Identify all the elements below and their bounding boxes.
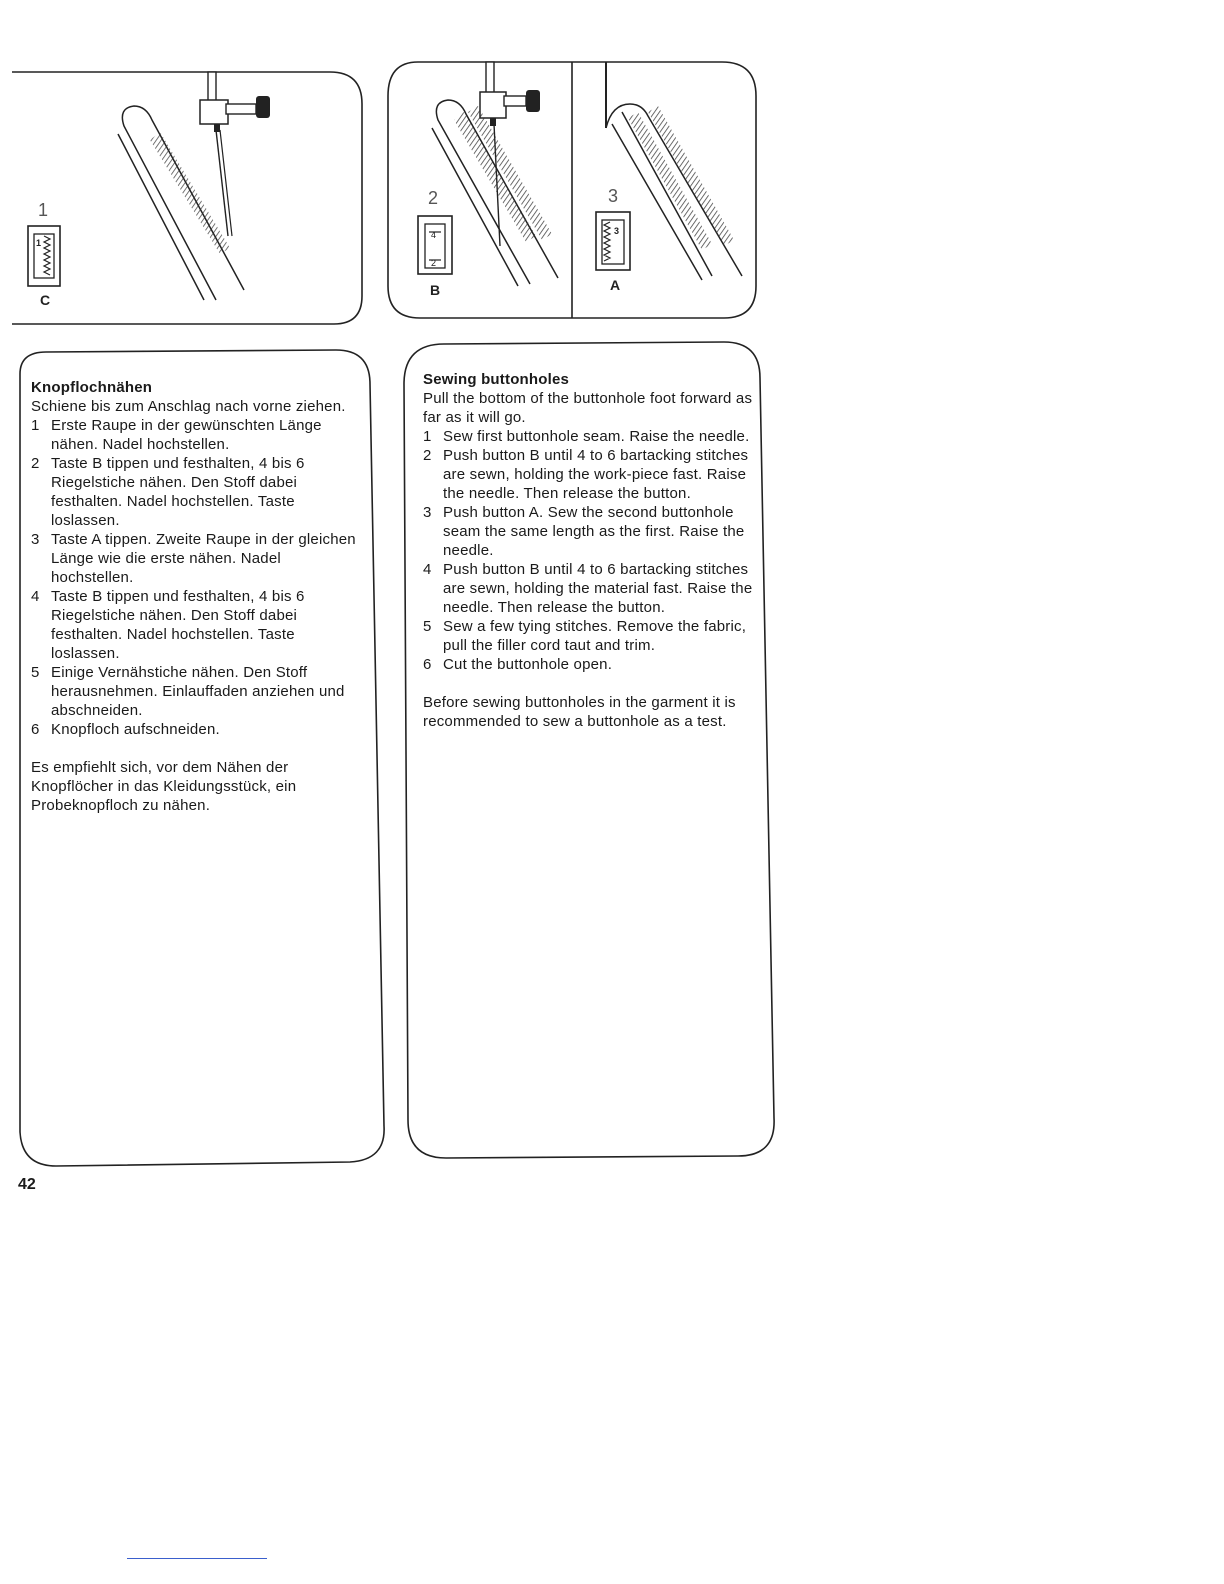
presser-foot-drawing-1 bbox=[200, 72, 270, 236]
button-label-b: B bbox=[430, 282, 441, 298]
step-number-1: 1 bbox=[38, 200, 49, 220]
german-step-4: 4 Taste B tippen und festhalten, 4 bis 6 Riegelstiche nähen. Den Stoff dabei festhalten. Nadel hochstellen. Taste loslassen. bbox=[31, 588, 305, 662]
german-intro: Schiene bis zum Anschlag nach vorne ziehen. bbox=[31, 398, 346, 415]
button-label-a: A bbox=[610, 277, 621, 293]
german-step-5: 5 Einige Vernähstiche nähen. Den Stoff herausnehmen. Einlauffaden anziehen und abschneiden. bbox=[31, 664, 345, 719]
english-note: Before sewing buttonholes in the garment it is recommended to sew a buttonhole as a test. bbox=[423, 694, 736, 730]
buttonhole-seam-2b bbox=[468, 106, 552, 240]
german-steps bbox=[31, 416, 363, 739]
german-step-1: 1 Erste Raupe in der gewünschten Länge nähen. Nadel hochstellen. bbox=[31, 417, 322, 453]
stitch-selector-icon-2 bbox=[418, 188, 452, 298]
step-number-2: 2 bbox=[428, 188, 439, 208]
english-intro: Pull the bottom of the buttonhole foot forward as far as it will go. bbox=[423, 390, 753, 426]
icon-glyph-2-bottom: 2 bbox=[431, 258, 437, 268]
english-steps bbox=[423, 427, 755, 674]
icon-glyph-1: 1 bbox=[36, 238, 42, 248]
german-step-2: 2 Taste B tippen und festhalten, 4 bis 6 Riegelstiche nähen. Den Stoff dabei festhalten. Nadel hochstellen. Taste loslassen. bbox=[31, 455, 305, 529]
german-note: Es empfiehlt sich, vor dem Nähen der Knopflöcher in das Kleidungsstück, ein Probeknopfloch zu nähen. bbox=[31, 759, 297, 814]
buttonhole-cord-1 bbox=[118, 106, 244, 300]
german-title: Knopflochnähen bbox=[31, 379, 153, 396]
english-step-6: 6 Cut the buttonhole open. bbox=[423, 656, 613, 673]
icon-glyph-3: 3 bbox=[614, 226, 620, 236]
english-step-2: 2 Push button B until 4 to 6 bartacking stitches are sewn, holding the work-piece fast. Raise the needle. Then release the button. bbox=[423, 447, 749, 502]
step-number-3: 3 bbox=[608, 186, 619, 206]
page-number: 42 bbox=[18, 1176, 36, 1193]
english-instructions bbox=[423, 370, 755, 731]
german-step-6: 6 Knopfloch aufschneiden. bbox=[31, 721, 220, 738]
english-step-4: 4 Push button B until 4 to 6 bartacking stitches are sewn, holding the material fast. Raise the needle. Then release the button. bbox=[423, 561, 753, 616]
german-step-3: 3 Taste A tippen. Zweite Raupe in der gleichen Länge wie die erste nähen. Nadel hochstellen. bbox=[31, 531, 356, 586]
footer-rule bbox=[127, 1558, 267, 1559]
english-step-3: 3 Push button A. Sew the second buttonhole seam the same length as the first. Raise the needle. bbox=[423, 504, 745, 559]
english-title: Sewing buttonholes bbox=[423, 371, 570, 388]
button-label-c: C bbox=[40, 292, 51, 308]
icon-glyph-2-top: 4 bbox=[431, 230, 437, 240]
english-step-1: 1 Sew first buttonhole seam. Raise the needle. bbox=[423, 428, 750, 445]
stitch-selector-icon-3 bbox=[596, 186, 630, 293]
english-step-5: 5 Sew a few tying stitches. Remove the fabric, pull the filler cord taut and trim. bbox=[423, 618, 747, 654]
stitch-selector-icon-1 bbox=[28, 200, 60, 308]
german-instructions bbox=[31, 378, 363, 815]
